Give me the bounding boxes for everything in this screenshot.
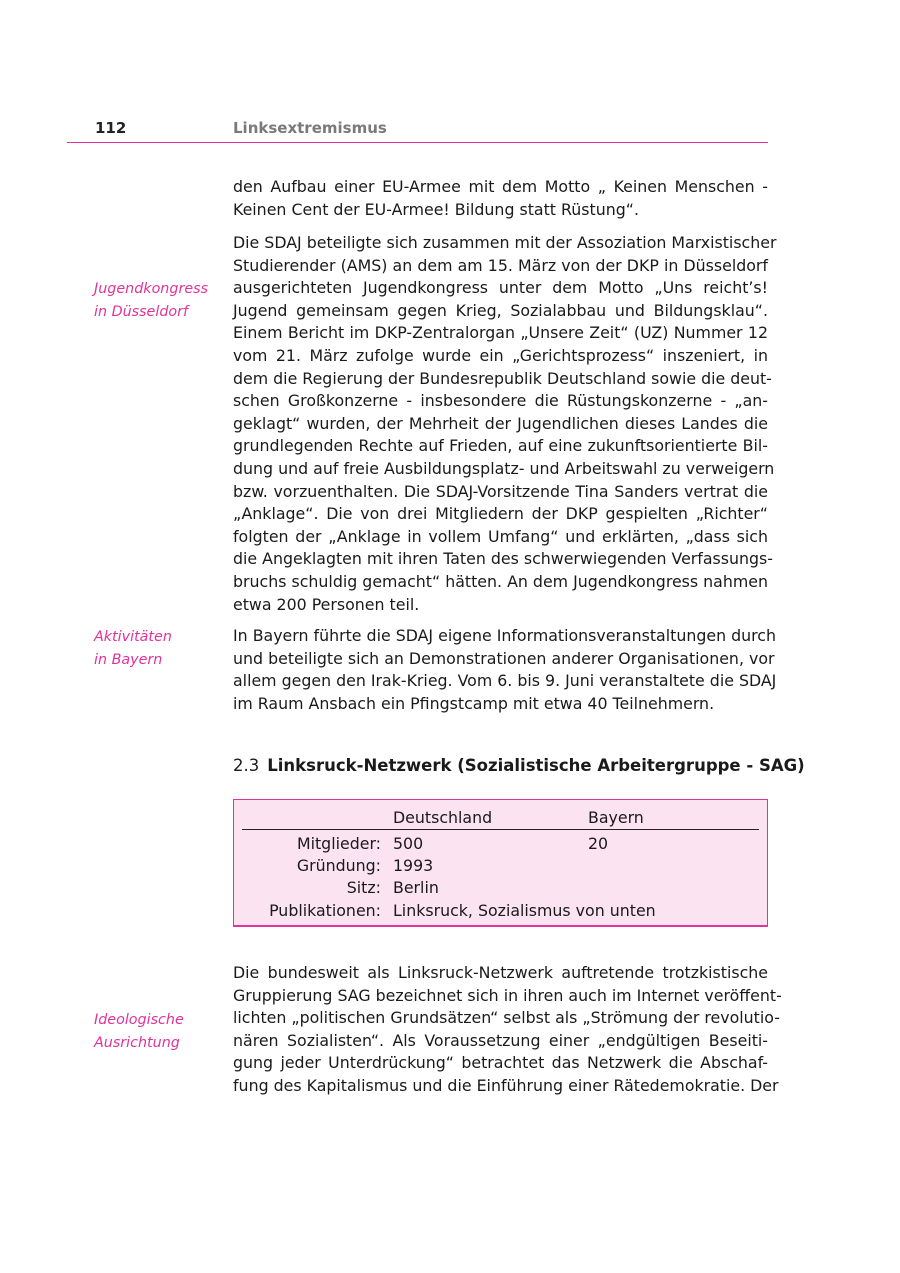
cell-gruendung-deutschland: 1993 (393, 856, 434, 875)
text-line: die Angeklagten mit ihren Taten des schwerwiegenden Verfassungs- (233, 549, 773, 569)
text-line: „Anklage“. Die von drei Mitgliedern der DKP gespielten „Richter“ (233, 504, 768, 524)
text-line: folgten der „Anklage in vollem Umfang“ und erklärten, „dass sich (233, 526, 768, 546)
page-number: 112 (95, 119, 127, 137)
running-title: Linksextremismus (233, 119, 387, 137)
text-line: Die bundesweit als Linksruck-Netzwerk auftretende trotzkistische (233, 963, 768, 982)
section-number: 2.3 (233, 756, 260, 775)
info-table (233, 799, 768, 927)
text-line: gung jeder Unterdrückung“ betrachtet das Netzwerk die Abschaf- (233, 1053, 768, 1073)
text-line: grundlegenden Rechte auf Frieden, auf eine zukunftsorientierte Bil- (233, 436, 768, 456)
text-line: Gruppierung SAG bezeichnet sich in ihren auch im Internet veröffent- (233, 985, 782, 1005)
cell-publikationen-deutschland: Linksruck, Sozialismus von unten (393, 901, 656, 920)
text-line: etwa 200 Personen teil. (233, 594, 420, 614)
margin-note-line: Jugendkongress (94, 281, 209, 297)
paragraph-eu-armee (233, 176, 768, 221)
text-line: schen Großkonzerne - insbesondere die Rüstungskonzerne - „an- (233, 391, 768, 411)
text-line: lichten „politischen Grundsätzen“ selbst als „Strömung der revolutio- (233, 1008, 780, 1028)
margin-note-jugendkongress (94, 278, 224, 323)
text-line: im Raum Ansbach ein Pfingstcamp mit etwa 40 Teilnehmern. (233, 693, 715, 713)
column-header-bayern: Bayern (588, 808, 644, 827)
cell-sitz-deutschland: Berlin (393, 878, 439, 897)
section-title: Linksruck-Netzwerk (Sozialistische Arbeitergruppe - SAG) (267, 756, 805, 775)
text-line: den Aufbau einer EU-Armee mit dem Motto „ Keinen Menschen - (233, 177, 768, 196)
table-header-rule (242, 829, 759, 830)
text-line: bzw. vorzuenthalten. Die SDAJ-Vorsitzende Tina Sanders vertrat die (233, 481, 768, 501)
text-line: ausgerichteten Jugendkongress unter dem Motto „Uns reicht’s! (233, 278, 768, 298)
paragraph-jugendkongress (233, 232, 777, 616)
text-line: Studierender (AMS) an dem am 15. März von der DKP in Düsseldorf (233, 255, 768, 275)
section-heading (233, 756, 805, 775)
margin-note-line: Ausrichtung (94, 1034, 180, 1051)
column-header-deutschland: Deutschland (393, 808, 493, 827)
text-line: Die SDAJ beteiligte sich zusammen mit der Assoziation Marxistischer (233, 233, 777, 252)
margin-note-line: in Bayern (94, 651, 163, 668)
paragraph-bayern (233, 625, 777, 715)
text-line: vom 21. März zufolge wurde ein „Gerichtsprozess“ inszeniert, in (233, 345, 768, 365)
text-line: dung und auf freie Ausbildungsplatz- und Arbeitswahl zu verweigern (233, 458, 775, 478)
cell-mitglieder-deutschland: 500 (393, 834, 424, 853)
text-line: Keinen Cent der EU-Armee! Bildung statt Rüstung“. (233, 199, 639, 219)
row-label-gruendung: Gründung: (296, 856, 381, 875)
row-label-mitglieder: Mitglieder: (296, 834, 381, 853)
text-line: nären Sozialisten“. Als Voraussetzung einer „endgültigen Beseiti- (233, 1030, 768, 1050)
text-line: Einem Bericht im DKP-Zentralorgan „Unsere Zeit“ (UZ) Nummer 12 (233, 323, 768, 343)
paragraph-ideologie (233, 962, 782, 1098)
text-line: In Bayern führte die SDAJ eigene Informationsveranstaltungen durch (233, 626, 777, 645)
margin-note-line: Aktivitäten (94, 629, 172, 645)
text-line: allem gegen den Irak-Krieg. Vom 6. bis 9. Juni veranstaltete die SDAJ (233, 671, 777, 691)
text-line: Jugend gemeinsam gegen Krieg, Sozialabbau und Bildungsklau“. (233, 300, 768, 320)
margin-note-bayern (94, 626, 224, 671)
margin-note-ideologie (94, 1009, 224, 1054)
text-line: und beteiligte sich an Demonstrationen anderer Organisationen, vor (233, 648, 775, 668)
cell-mitglieder-bayern: 20 (588, 834, 609, 853)
margin-note-line: in Düsseldorf (94, 303, 189, 320)
text-line: dem die Regierung der Bundesrepublik Deutschland sowie die deut- (233, 368, 772, 388)
page-header (67, 116, 768, 143)
text-line: fung des Kapitalismus und die Einführung einer Rätedemokratie. Der (233, 1075, 779, 1095)
margin-note-line: Ideologische (94, 1012, 184, 1028)
row-label-publikationen: Publikationen: (269, 901, 381, 920)
row-label-sitz: Sitz: (346, 878, 381, 897)
text-line: geklagt“ wurden, der Mehrheit der Jugendlichen dieses Landes die (233, 413, 768, 433)
text-line: bruchs schuldig gemacht“ hätten. An dem Jugendkongress nahmen (233, 571, 768, 591)
